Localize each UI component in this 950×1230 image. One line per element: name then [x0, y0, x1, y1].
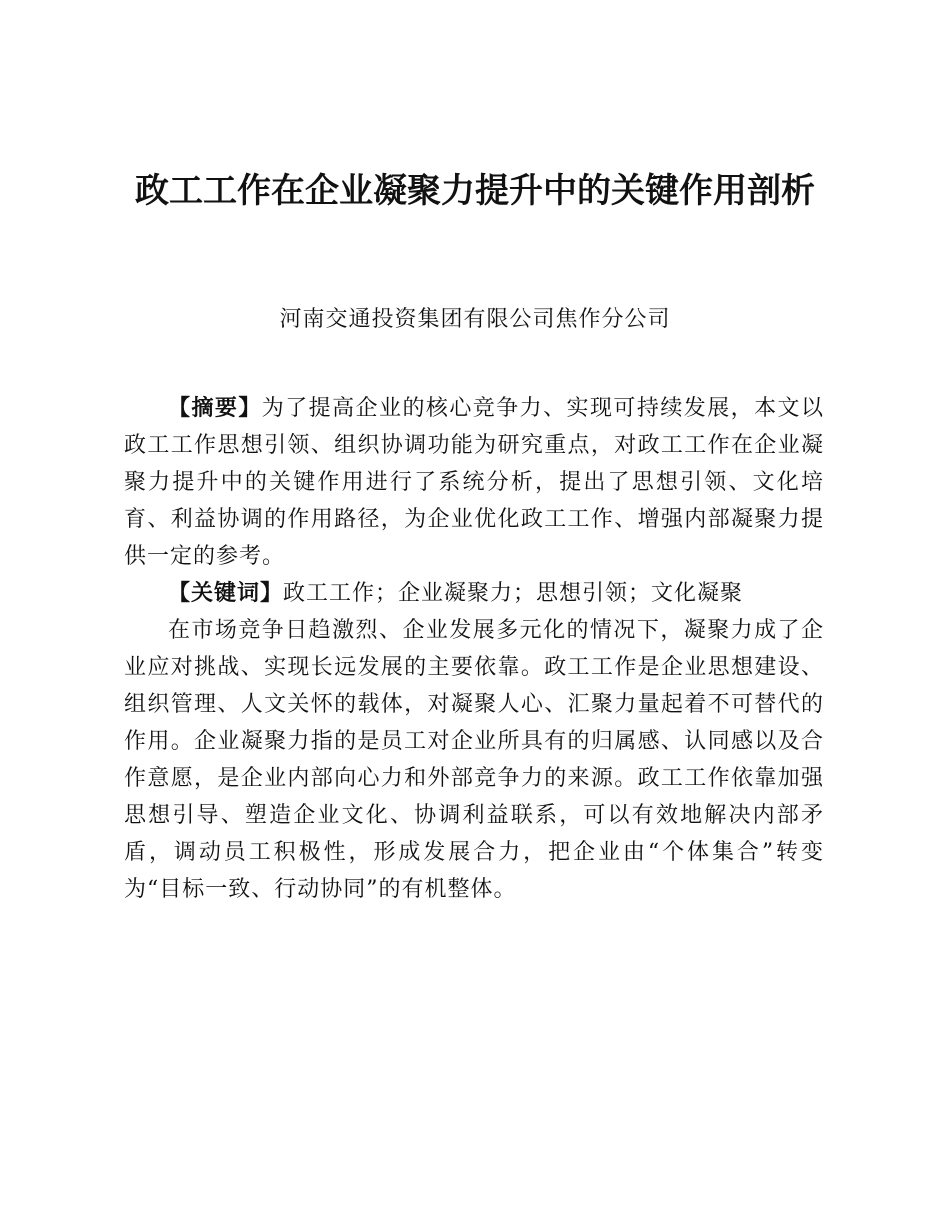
- document-title: 政工工作在企业凝聚力提升中的关键作用剖析: [135, 171, 815, 211]
- document-body: [124, 390, 824, 908]
- keywords-paragraph: [124, 575, 824, 612]
- keywords-text: 政工工作；企业凝聚力；思想引领；文化凝聚: [283, 581, 744, 606]
- keywords-label: 【关键词】: [168, 580, 284, 606]
- author-affiliation: 河南交通投资集团有限公司焦作分公司: [279, 307, 671, 332]
- abstract-label: 【摘要】: [168, 395, 262, 421]
- abstract-paragraph: [124, 390, 824, 575]
- body-paragraph: 在市场竞争日趋激烈、企业发展多元化的情况下，凝聚力成了企业应对挑战、实现长远发展的主要依靠。政工工作是企业思想建设、组织管理、人文关怀的载体，对凝聚人心、汇聚力量起着不可替代的作用。企业凝聚力指的是员工对企业所具有的归属感、认同感以及合作意愿，是企业内部向心力和外部竞争力的来源。政工工作依靠加强思想引导、塑造企业文化、协调利益联系，可以有效地解决内部矛盾，调动员工积极性，形成发展合力，把企业由“个体集合”转变为“目标一致、行动协同”的有机整体。: [124, 618, 824, 902]
- abstract-text: 为了提高企业的核心竞争力、实现可持续发展，本文以政工工作思想引领、组织协调功能为研究重点，对政工工作在企业凝聚力提升中的关键作用进行了系统分析，提出了思想引领、文化培育、利益协调的作用路径，为企业优化政工工作、增强内部凝聚力提供一定的参考。: [124, 396, 824, 569]
